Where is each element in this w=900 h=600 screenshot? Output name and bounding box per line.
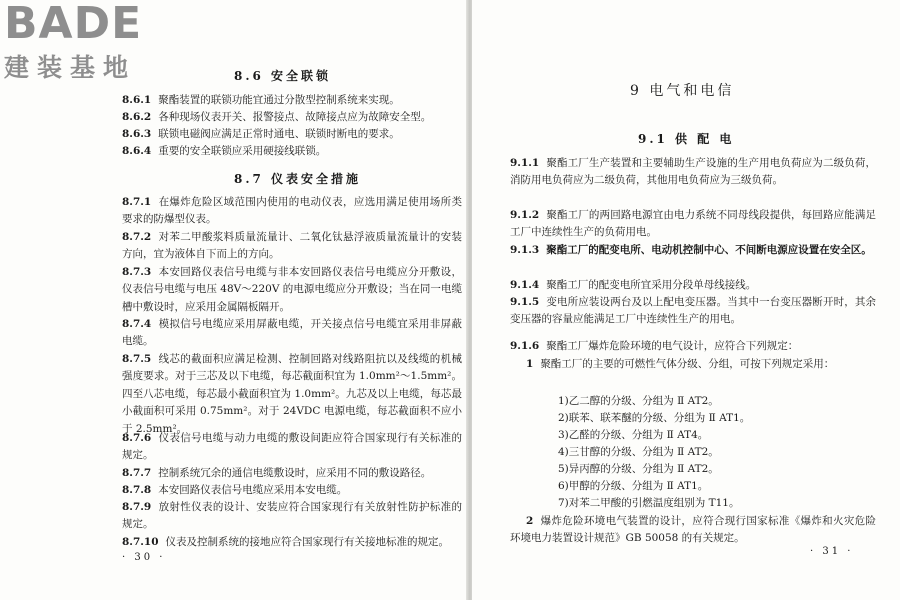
clause-number: 8.7.1 bbox=[122, 196, 152, 208]
logo-text-zh: 建装基地 bbox=[4, 53, 137, 82]
clause-text: 聚酯工厂的配变电所宜采用分段单母线接线。 bbox=[546, 279, 757, 291]
clause-text: 控制系统冗余的通信电缆敷设时，应采用不同的敷设路径。 bbox=[158, 467, 432, 479]
clause-8-7-2 bbox=[122, 229, 462, 264]
clause-text: 聚酯工厂的两回路电源宜由电力系统不同母线段提供，每回路应能满足工厂中连续性生产的负荷用电。 bbox=[510, 209, 876, 239]
clause-text: 各种现场仪表开关、报警接点、故障接点应为故障安全型。 bbox=[158, 111, 432, 123]
section-heading-8-7: 8.7 仪表安全措施 bbox=[234, 172, 362, 186]
clause-text: 仪表及控制系统的接地应符合国家现行有关接地标准的规定。 bbox=[165, 536, 450, 548]
gas-list-item-7: 7)对苯二甲酸的引燃温度组别为 T11。 bbox=[558, 497, 740, 509]
page-number-right: · 31 · bbox=[810, 546, 854, 557]
page-number-left: · 30 · bbox=[122, 552, 166, 563]
section-heading-9-1: 9.1 供 配 电 bbox=[638, 132, 735, 146]
clause-text: 线芯的截面积应满足检测、控制回路对线路阻抗以及线缆的机械强度要求。对于三芯及以下电缆，每芯截面积宜为 1.0mm²～1.5mm²。四至八芯电缆，每芯最小截面积宜为 1.0mm²。九芯及以上电缆，每芯最小截面积可采用 0.75mm²。对于 24VDC 电源电缆，每芯截面积不应小于 2.5mm²。 bbox=[122, 353, 462, 435]
clause-8-6-2 bbox=[122, 109, 462, 126]
clause-number: 8.6.3 bbox=[122, 128, 152, 140]
clause-text: 变电所应装设两台及以上配电变压器。当其中一台变压器断开时，其余变压器的容量应能满足工厂中连续性生产的用电。 bbox=[510, 296, 876, 326]
sub-clause-text: 聚酯工厂的主要的可燃性气体分级、分组，可按下列规定采用： bbox=[540, 358, 835, 370]
section-heading-8-6: 8.6 安全联锁 bbox=[234, 69, 332, 83]
clause-9-1-5 bbox=[510, 294, 876, 329]
clause-text: 聚酯工厂爆炸危险环境的电气设计，应符合下列规定： bbox=[546, 340, 799, 352]
clause-8-7-5 bbox=[122, 351, 462, 438]
clause-9-1-3 bbox=[510, 242, 876, 259]
clause-text: 聚酯工厂生产装置和主要辅助生产设施的生产用电负荷应为二级负荷，消防用电负荷应为二级负荷，其他用电负荷应为三级负荷。 bbox=[510, 157, 876, 187]
clause-number: 8.7.5 bbox=[122, 353, 152, 365]
clause-number: 8.7.4 bbox=[122, 318, 152, 330]
clause-number: 9.1.4 bbox=[510, 279, 540, 291]
chapter-title: 9 电气和电信 bbox=[630, 83, 735, 99]
clause-8-6-3 bbox=[122, 126, 462, 143]
clause-number: 9.1.5 bbox=[510, 296, 540, 308]
clause-8-7-9 bbox=[122, 499, 462, 534]
sub-clause-number: 1 bbox=[526, 358, 534, 370]
gas-list-item-3: 3)乙醛的分级、分组为 Ⅱ AT4。 bbox=[558, 429, 709, 441]
clause-8-7-3 bbox=[122, 264, 462, 316]
clause-text: 在爆炸危险区域范围内使用的电动仪表，应选用满足使用场所类要求的防爆型仪表。 bbox=[122, 196, 462, 226]
clause-9-1-1 bbox=[510, 155, 876, 190]
clause-8-6-1 bbox=[122, 92, 462, 109]
clause-text: 模拟信号电缆应采用屏蔽电缆，开关接点信号电缆宜采用非屏蔽电缆。 bbox=[122, 318, 462, 348]
sub-clause-text: 爆炸危险环境电气装置的设计，应符合现行国家标准《爆炸和火灾危险环境电力装置设计规范》GB 50058 的有关规定。 bbox=[510, 515, 876, 545]
clause-number: 8.7.8 bbox=[122, 484, 152, 496]
clause-number: 9.1.1 bbox=[510, 157, 540, 169]
sub-clause-1 bbox=[510, 356, 876, 373]
clause-number: 8.7.10 bbox=[122, 536, 159, 548]
clause-8-7-6 bbox=[122, 430, 462, 465]
clause-text: 聚酯装置的联锁功能宜通过分散型控制系统来实现。 bbox=[158, 94, 400, 106]
right-page bbox=[472, 0, 900, 600]
logo-text-en: BADE bbox=[4, 0, 143, 49]
clause-8-7-10 bbox=[122, 534, 462, 551]
gas-list-item-5: 5)异丙醇的分级、分组为 Ⅱ AT2。 bbox=[558, 463, 719, 475]
gas-list-item-4: 4)三甘醇的分级、分组为 Ⅱ AT2。 bbox=[558, 446, 719, 458]
clause-8-7-7 bbox=[122, 465, 462, 482]
clause-text: 本安回路仪表信号电缆与非本安回路仪表信号电缆应分开敷设，仪表信号电缆与电压 48V～220V 的电源电缆应分开敷设；当在同一电缆槽中敷设时，应采用金属隔板隔开。 bbox=[122, 266, 462, 313]
clause-8-7-4 bbox=[122, 316, 462, 351]
clause-number: 9.1.3 bbox=[510, 244, 540, 256]
clause-number: 8.6.4 bbox=[122, 145, 152, 157]
clause-text: 聚酯工厂的配变电所、电动机控制中心、不间断电源应设置在安全区。 bbox=[546, 244, 872, 256]
gas-list-item-1: 1)乙二醇的分级、分组为 Ⅱ AT2。 bbox=[558, 395, 719, 407]
clause-number: 8.7.2 bbox=[122, 231, 152, 243]
sub-clause-2 bbox=[510, 513, 876, 548]
clause-number: 9.1.2 bbox=[510, 209, 540, 221]
clause-number: 8.7.7 bbox=[122, 467, 152, 479]
clause-text: 放射性仪表的设计、安装应符合国家现行有关放射性防护标准的规定。 bbox=[122, 501, 462, 531]
gas-list-item-6: 6)甲醇的分级、分组为 Ⅱ AT1。 bbox=[558, 480, 709, 492]
sub-clause-number: 2 bbox=[526, 515, 534, 527]
clause-number: 8.7.9 bbox=[122, 501, 152, 513]
clause-number: 9.1.6 bbox=[510, 340, 540, 352]
clause-text: 联锁电磁阀应满足正常时通电、联锁时断电的要求。 bbox=[158, 128, 400, 140]
clause-number: 8.6.2 bbox=[122, 111, 152, 123]
clause-text: 仪表信号电缆与动力电缆的敷设间距应符合国家现行有关标准的规定。 bbox=[122, 432, 462, 462]
gas-list-item-2: 2)联苯、联苯醚的分级、分组为 Ⅱ AT1。 bbox=[558, 412, 751, 424]
clause-text: 本安回路仪表信号电缆应采用本安电缆。 bbox=[158, 484, 348, 496]
clause-9-1-6 bbox=[510, 338, 876, 355]
clause-9-1-2 bbox=[510, 207, 876, 242]
clause-number: 8.6.1 bbox=[122, 94, 152, 106]
clause-9-1-4 bbox=[510, 277, 876, 294]
clause-text: 对苯二甲酸浆料质量流量计、二氧化钛悬浮液质量流量计的安装方向，宜为液体自下而上的方向。 bbox=[122, 231, 462, 261]
clause-8-7-1 bbox=[122, 194, 462, 229]
clause-number: 8.7.3 bbox=[122, 266, 152, 278]
clause-text: 重要的安全联锁应采用硬接线联锁。 bbox=[158, 145, 327, 157]
bade-logo bbox=[4, 0, 179, 84]
clause-number: 8.7.6 bbox=[122, 432, 152, 444]
clause-8-6-4 bbox=[122, 143, 462, 160]
clause-8-7-8 bbox=[122, 482, 462, 499]
